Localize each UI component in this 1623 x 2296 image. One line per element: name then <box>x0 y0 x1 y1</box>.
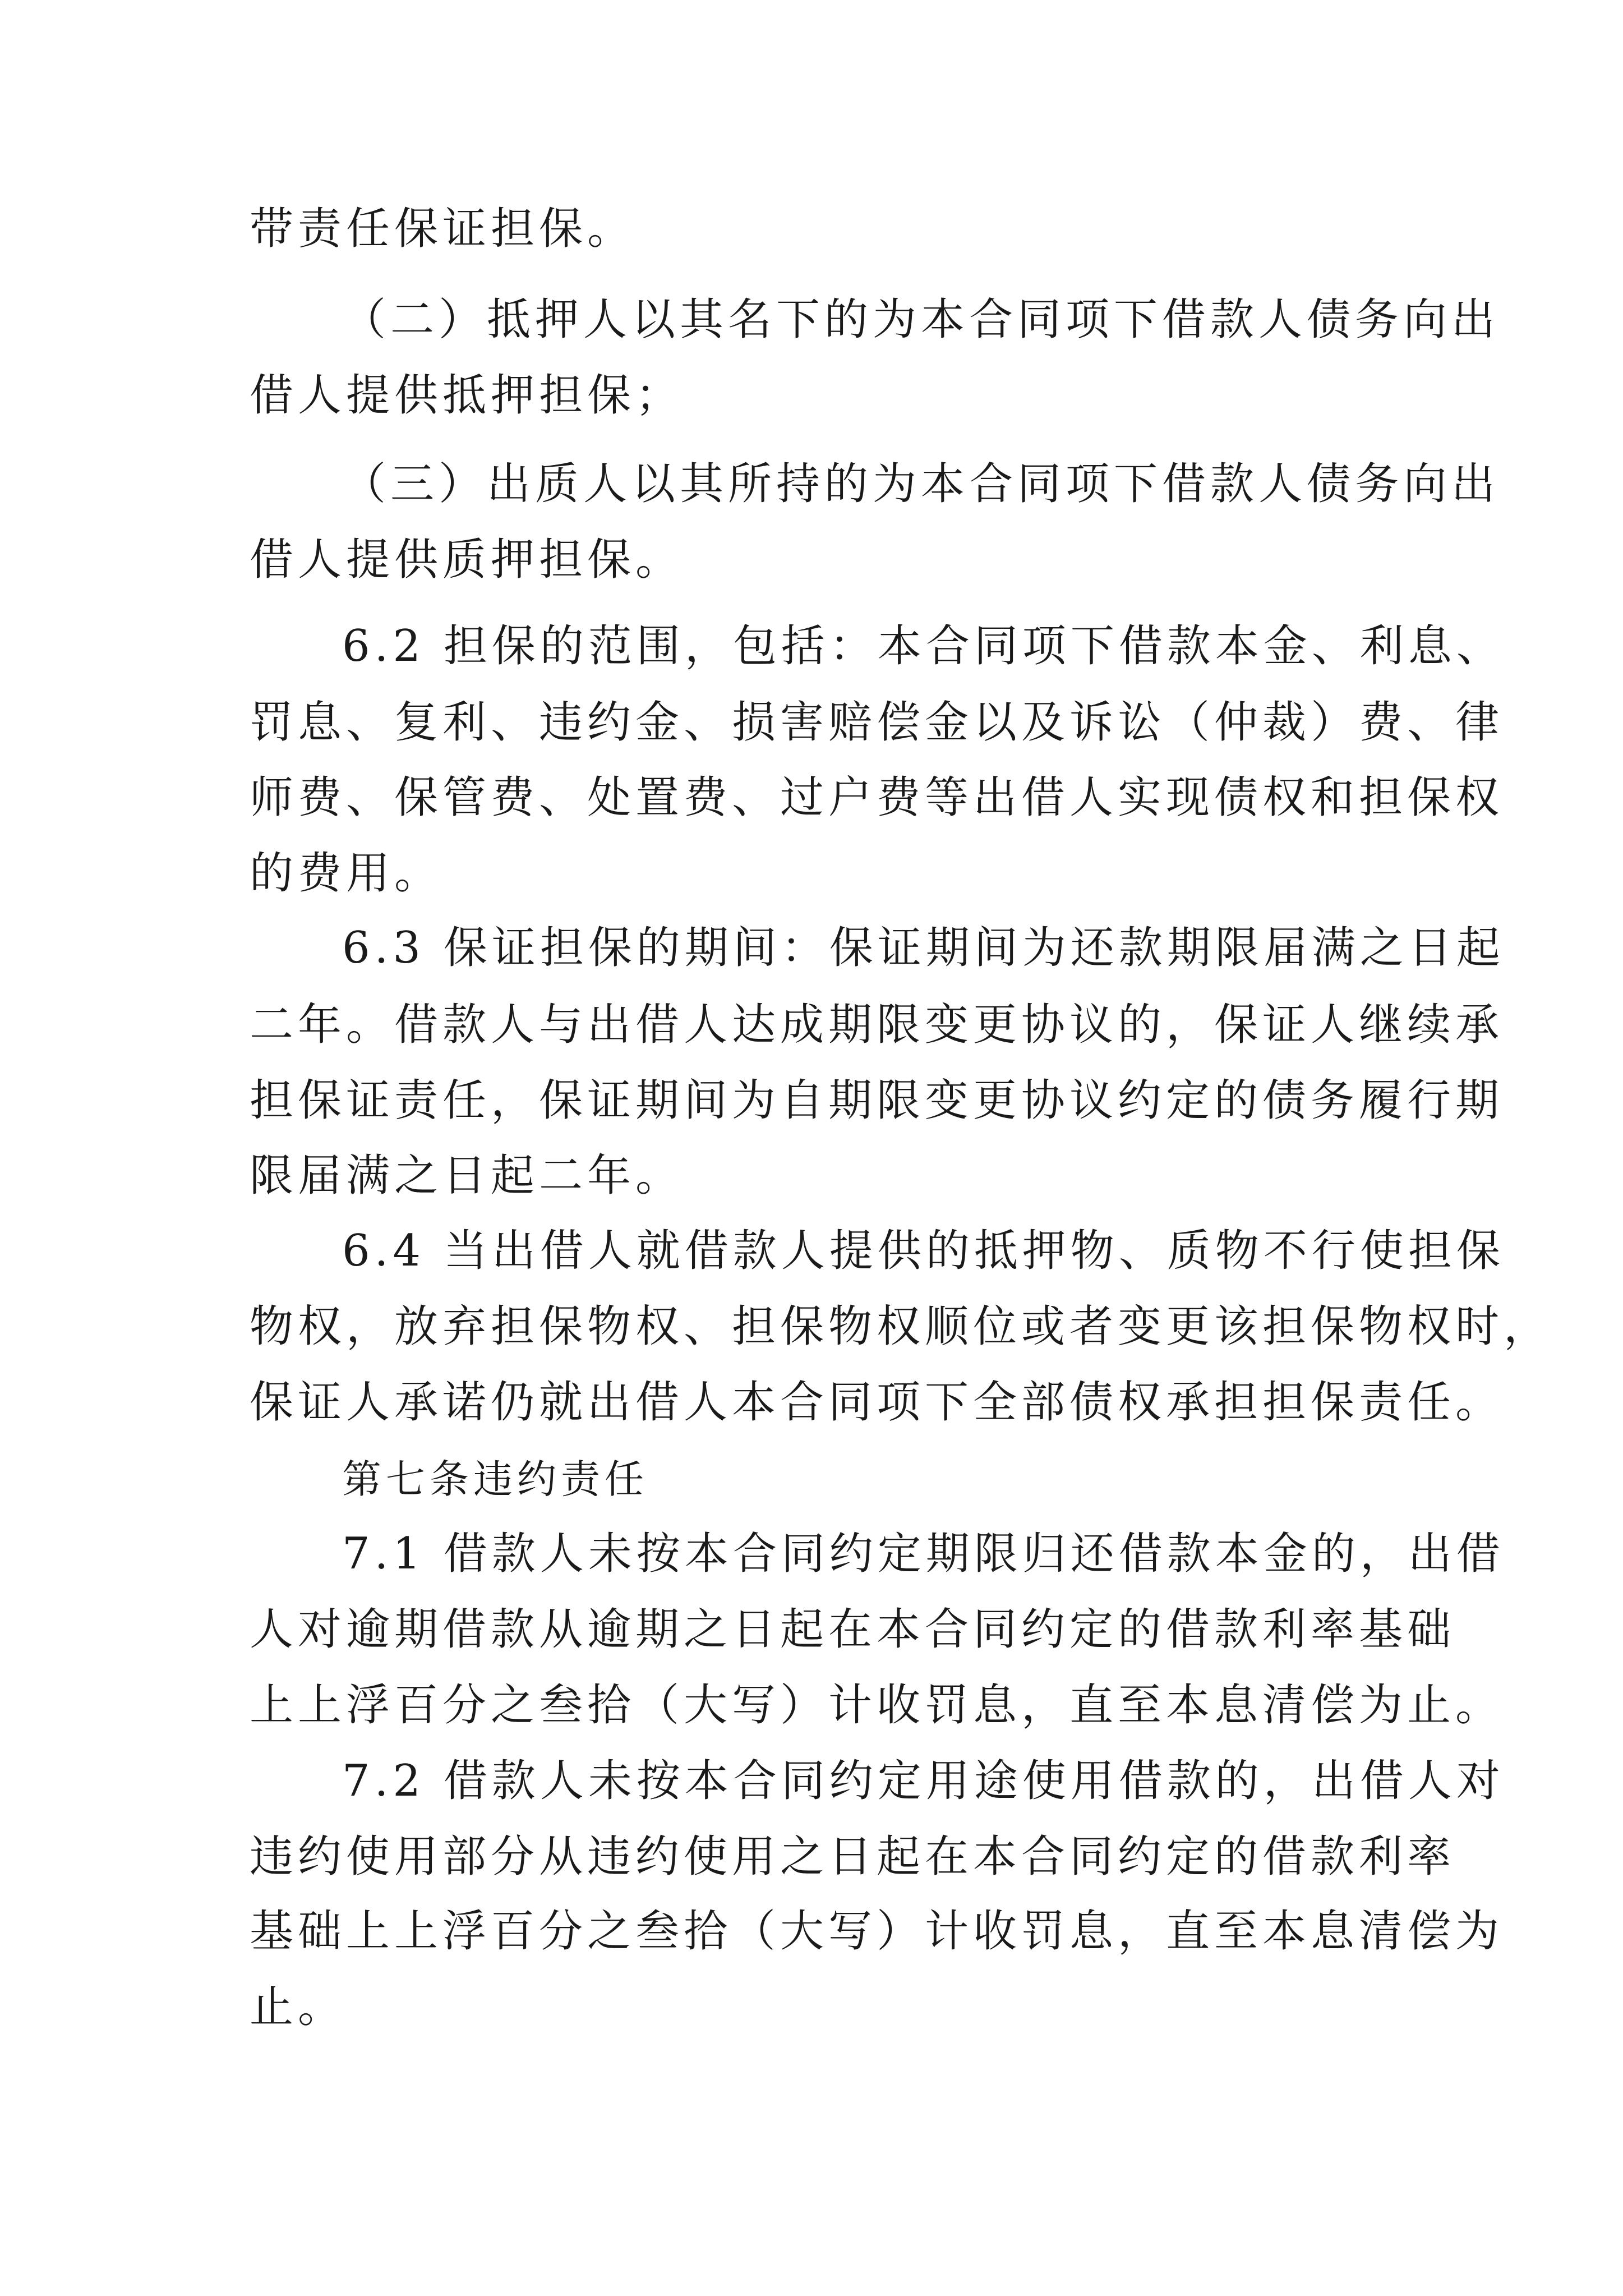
text-line: 违约使用部分从违约使用之日起在本合同约定的借款利率 <box>250 1832 1456 1882</box>
text-line: 借人提供抵押担保； <box>250 370 684 421</box>
text-line: 6.2 担保的范围，包括：本合同项下借款本金、利息、 <box>342 621 1505 671</box>
text-line: 师费、保管费、处置费、过户费等出借人实现债权和担保权 <box>250 772 1504 823</box>
text-line: （二）抵押人以其名下的为本合同项下借款人债务向出 <box>342 295 1500 345</box>
section-heading: 第七条违约责任 <box>342 1456 648 1502</box>
text-line: 上上浮百分之叁拾（大写）计收罚息，直至本息清偿为止。 <box>250 1680 1504 1731</box>
text-line: 人对逾期借款从逾期之日起在本合同约定的借款利率基础 <box>250 1604 1456 1655</box>
text-line: 的费用。 <box>250 848 443 899</box>
text-line: 限届满之日起二年。 <box>250 1151 684 1201</box>
text-line: 6.3 保证担保的期间：保证期间为还款期限届满之日起 <box>342 923 1505 973</box>
text-line: 6.4 当出借人就借款人提供的抵押物、质物不行使担保 <box>342 1226 1505 1276</box>
text-line: 罚息、复利、违约金、损害赔偿金以及诉讼（仲裁）费、律 <box>250 697 1504 748</box>
text-line: 借人提供质押担保。 <box>250 535 684 585</box>
text-line: 保证人承诺仍就出借人本合同项下全部债权承担担保责任。 <box>250 1377 1504 1428</box>
text-line: 二年。借款人与出借人达成期限变更协议的，保证人继续承 <box>250 1000 1504 1050</box>
text-line: 7.1 借款人未按本合同约定期限归还借款本金的，出借 <box>342 1529 1505 1579</box>
text-line: 基础上上浮百分之叁拾（大写）计收罚息，直至本息清偿为 <box>250 1906 1504 1957</box>
text-line: 物权，放弃担保物权、担保物权顺位或者变更该担保物权时， <box>250 1301 1552 1352</box>
text-line: 7.2 借款人未按本合同约定用途使用借款的，出借人对 <box>342 1756 1505 1806</box>
text-line: 担保证责任，保证期间为自期限变更协议约定的债务履行期 <box>250 1075 1504 1126</box>
text-line: 止。 <box>250 1982 347 2032</box>
text-line: （三）出质人以其所持的为本合同项下借款人债务向出 <box>342 459 1500 509</box>
text-line: 带责任保证担保。 <box>250 204 636 254</box>
